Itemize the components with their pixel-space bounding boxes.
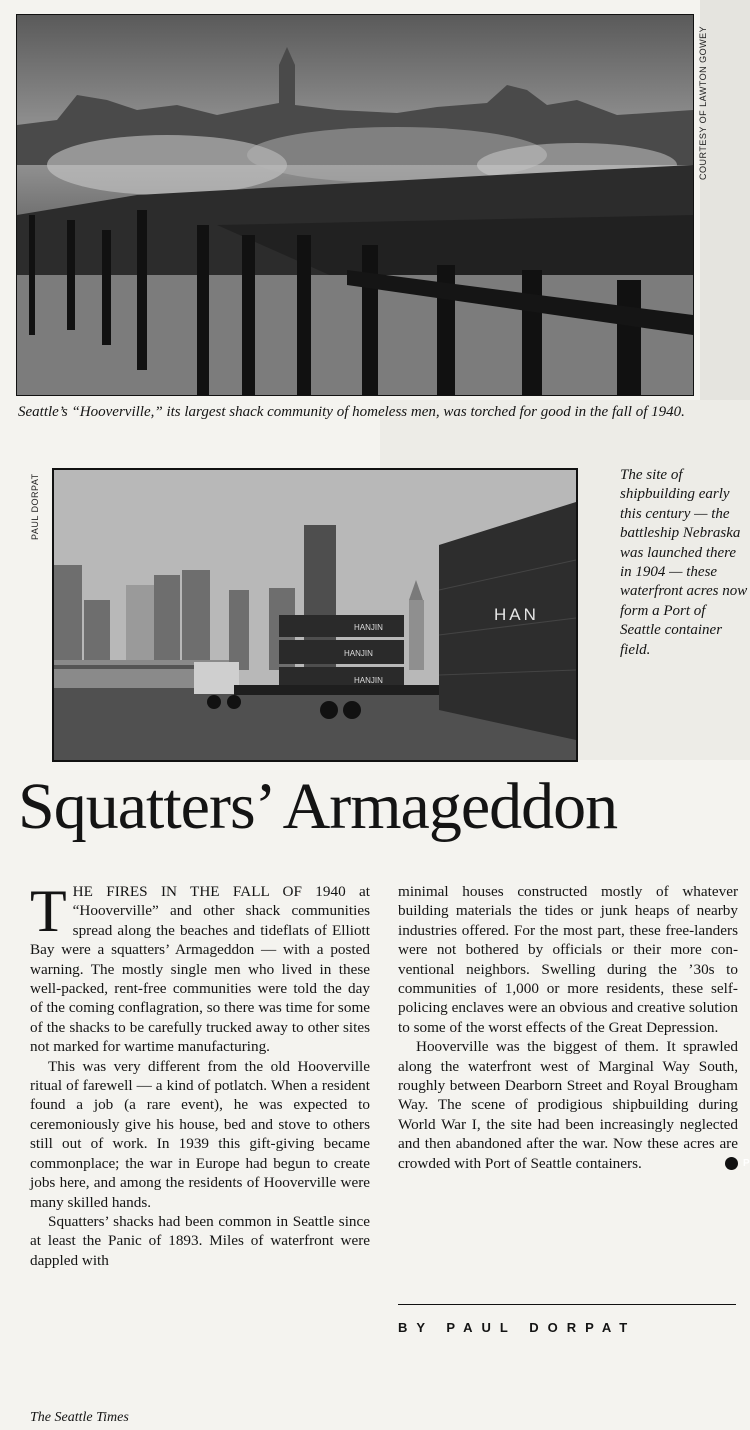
hooverville-fire-photo — [16, 14, 694, 396]
photo1-caption: Seattle’s “Hooverville,” its largest shack community of homeless men, was torched for good in the fall of 1940. — [18, 404, 685, 420]
container-label-1: HANJIN — [354, 623, 383, 632]
paragraph-1-text: at “Hooverville” and other shack communities spread along the beaches and tideflats of Elliott Bay were a squatters’ Armageddon — with a posted warning. The mostly single men who lived in these well-packed, rent-free communities were told the day of the coming conflagration, so there was time for some of the shacks to be carefully trucked away to other sites not marked for wartime manufacturing. — [30, 883, 370, 1056]
container-label-3: HANJIN — [354, 676, 383, 685]
paragraph-3-continued: minimal houses constructed mostly of whatever building materials the tides or junk heaps of nearby industries offered. For the most part, these free-landers were not bothered by officials or their more conventional neighbors. Swelling during the ’30s to communities of 1,000 or more residents, these self-policing enclaves were an obvious and creative solution to some of the worst effects of the Great Depression. — [398, 883, 738, 1036]
paragraph-4-text: Hooverville was the biggest of them. It sprawled along the waterfront west of Marginal Way South, roughly between Dearborn Street and Royal Brougham Way. The scene of prodigious shipbuilding during World War I, the site had been increasingly neglected and then abandoned after the war. Now these acres are crowded with Port of Seattle containers. — [398, 1038, 738, 1172]
byline-rule — [398, 1304, 736, 1305]
photo2-credit: PAUL DORPAT — [30, 473, 40, 540]
photo1-credit: COURTESY OF LAWTON GOWEY — [698, 25, 708, 180]
end-mark-icon: P — [725, 1157, 738, 1170]
byline: BY PAUL DORPAT — [398, 1320, 637, 1335]
lead-in-caps: HE FIRES IN THE FALL OF 1940 — [72, 883, 346, 900]
publication-footer: The Seattle Times — [30, 1410, 129, 1425]
paragraph-2: This was very different from the old Hooverville ritual of farewell — a kind of potlatch. When a resident found a job (a rare event), he was expected to ceremoniously give his house, bed and stove to others still out of work. In 1939 this gift-giving became commonplace; the war in Europe had begun to create jobs here, and among the residents of Hooverville were many skilled hands. — [30, 1057, 370, 1211]
article-column-right — [398, 882, 750, 1173]
container-label-big: HAN — [494, 605, 539, 624]
headline: Squatters’ Armageddon — [18, 770, 618, 843]
article-column-left — [30, 878, 370, 1270]
container-field-photo — [52, 468, 578, 762]
paragraph-4 — [398, 1037, 750, 1173]
photo2-caption: The site of shipbuilding early this century — the battleship Nebraska was launched there in 1904 — these waterfront acres now form a Port of Seattle container field. — [620, 467, 748, 658]
paragraph-1 — [30, 878, 370, 1057]
drop-cap: T — [30, 878, 67, 944]
paragraph-3-start: Squatters’ shacks had been common in Seattle since at least the Panic of 1893. Miles of waterfront were dappled with — [30, 1212, 370, 1269]
container-label-2: HANJIN — [344, 649, 373, 658]
